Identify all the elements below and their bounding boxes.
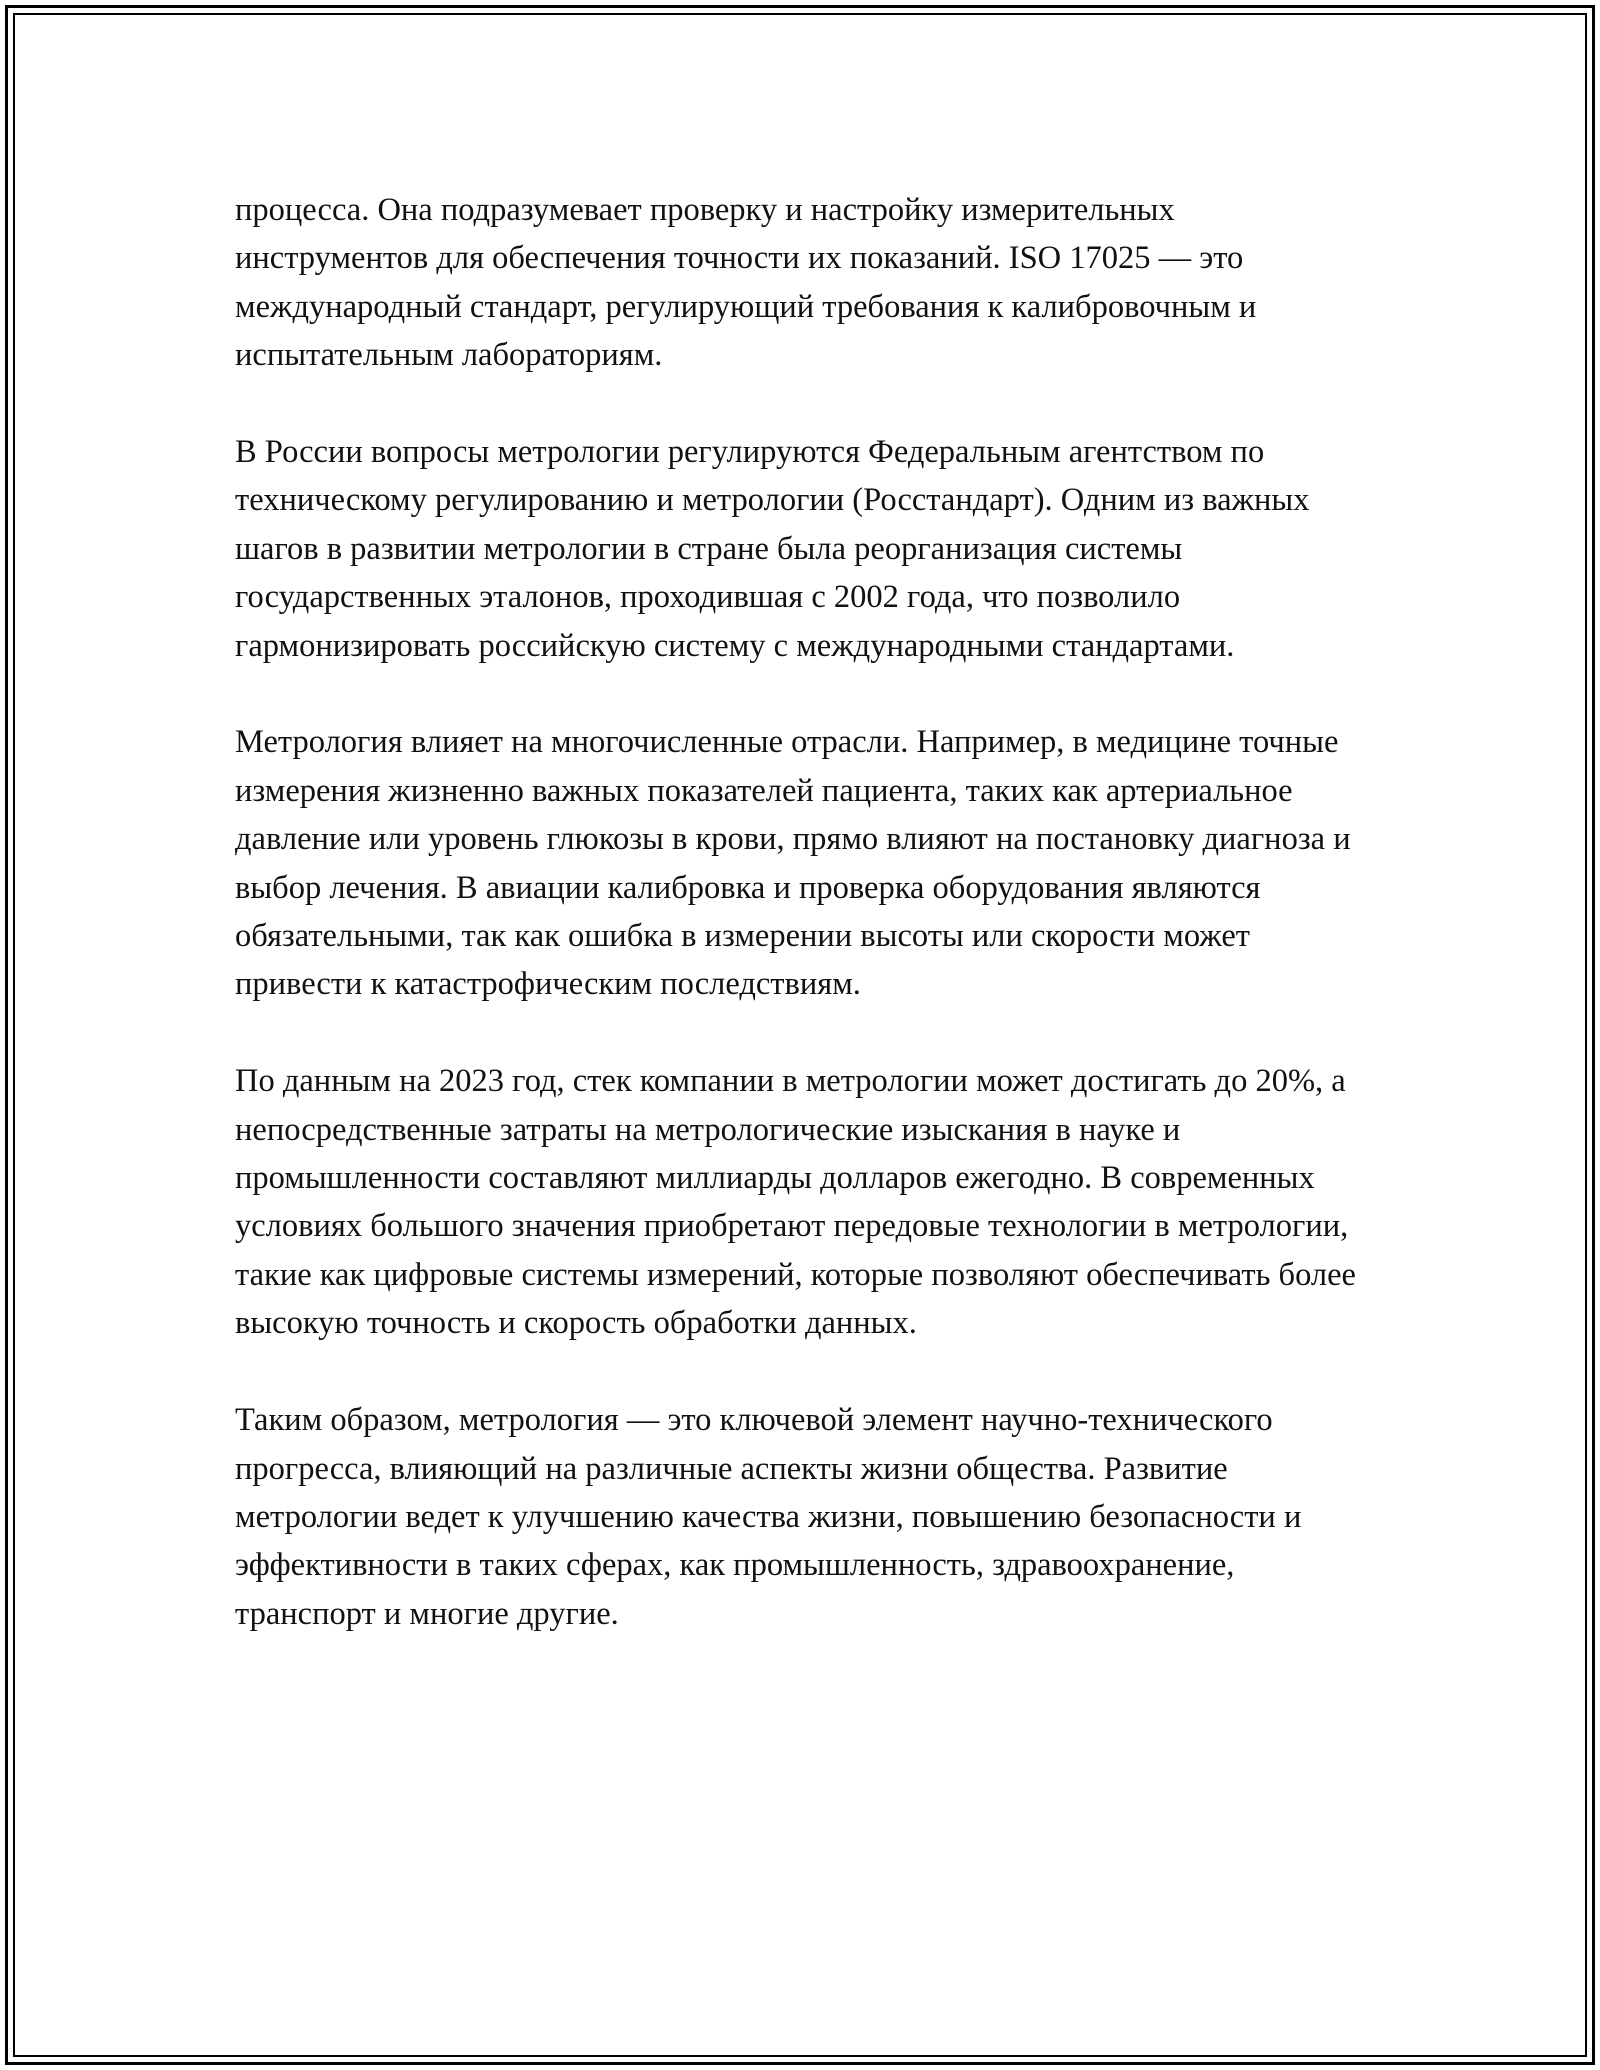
paragraph-industries: Метрология влияет на многочисленные отрасли. Например, в медицине точные измерения жизненно важных показателей пациента, таких как артериальное давление или уровень глюкозы в крови, прямо влияют на постановку диагноза и выбор лечения. В авиации калибровка и проверка оборудования являются обязательными, так как ошибка в измерении высоты или скорости может привести к катастрофическим последствиям. (235, 724, 1351, 1003)
paragraph-russia-metrology: В России вопросы метрологии регулируются Федеральным агентством по техническому регулированию и метрологии (Росстандарт). Одним из важных шагов в развитии метрологии в стране была реорганизация системы государственных эталонов, проходившая с 2002 года, что позволило гармонизировать российскую систему с международными стандартами. (235, 434, 1310, 664)
paragraph-conclusion: Таким образом, метрология — это ключевой элемент научно-технического прогресса, влияющий на различные аспекты жизни общества. Развитие метрологии ведет к улучшению качества жизни, повышению безопасности и эффективности в таких сферах, как промышленность, здравоохранение, транспорт и многие другие. (235, 1402, 1302, 1632)
paragraph-costs: По данным на 2023 год, стек компании в метрологии может достигать до 20%, а непосредственные затраты на метрологические изыскания в науке и промышленности составляют миллиарды долларов ежегодно. В современных условиях большого значения приобретают передовые технологии в метрологии, такие как цифровые системы измерений, которые позволяют обеспечивать более высокую точность и скорость обработки данных. (235, 1063, 1356, 1342)
paragraph-calibration: процесса. Она подразумевает проверку и настройку измерительных инструментов для обеспечения точности их показаний. ISO 17025 — это международный стандарт, регулирующий требования к калибровочным и испытательным лабораториям. (235, 192, 1257, 374)
document-body (235, 186, 1375, 1687)
